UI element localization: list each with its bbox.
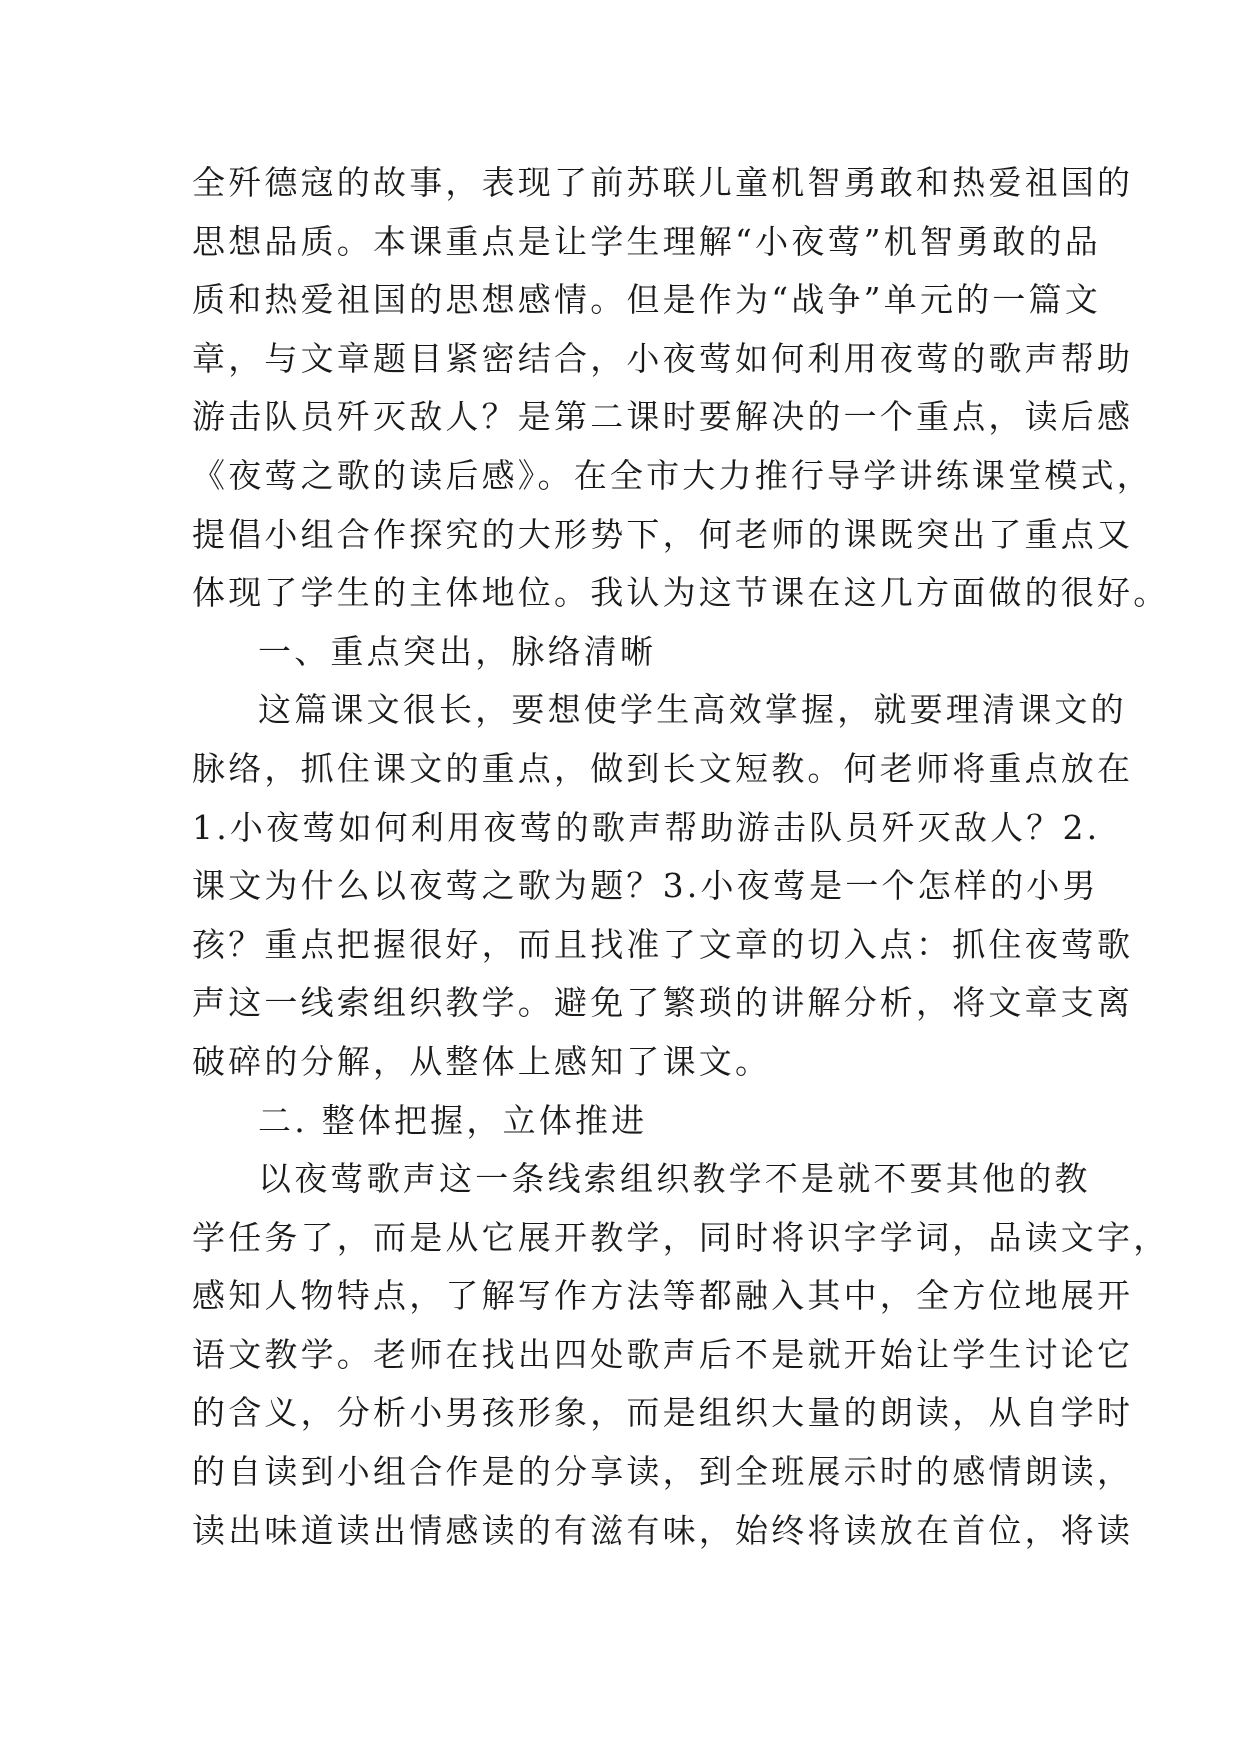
text-line: 游击队员歼灭敌人？是第二课时要解决的一个重点，读后感 [192,397,1134,437]
text-line: 孩？重点把握很好，而且找准了文章的切入点：抓住夜莺歌 [192,924,1134,964]
paragraph-start-line: 这篇课文很长，要想使学生高效掌握，就要理清课文的 [258,690,1127,730]
text-line: 的含义，分析小男孩形象，而是组织大量的朗读，从自学时 [192,1393,1134,1433]
text-line: 《夜莺之歌的读后感》。在全市大力推行导学讲练课堂模式， [192,455,1153,495]
text-line: 感知人物特点，了解写作方法等都融入其中，全方位地展开 [192,1276,1134,1316]
text-line: 体现了学生的主体地位。我认为这节课在这几方面做的很好。 [192,573,1170,613]
text-line: 读出味道读出情感读的有滋有味，始终将读放在首位，将读 [192,1510,1134,1550]
text-line: 全歼德寇的故事，表现了前苏联儿童机智勇敢和热爱祖国的 [192,163,1134,202]
text-line: 语文教学。老师在找出四处歌声后不是就开始让学生讨论它 [192,1334,1134,1374]
text-line: 1.小夜莺如何利用夜莺的歌声帮助游击队员歼灭敌人？2. [192,807,1101,847]
text-line: 学任务了，而是从它展开教学，同时将识字学词，品读文字， [192,1217,1170,1257]
text-line: 思想品质。本课重点是让学生理解“小夜莺”机智勇敢的品 [192,221,1101,261]
paragraph-start-line: 以夜莺歌声这一条线索组织教学不是就不要其他的教 [258,1159,1091,1199]
text-line: 提倡小组合作探究的大形势下，何老师的课既突出了重点又 [192,514,1134,554]
text-line: 质和热爱祖国的思想感情。但是作为“战争”单元的一篇文 [192,280,1101,320]
text-line: 章，与文章题目紧密结合，小夜莺如何利用夜莺的歌声帮助 [192,338,1134,378]
text-line: 破碎的分解，从整体上感知了课文。 [192,1041,772,1081]
document-body [192,154,1170,1560]
text-line: 课文为什么以夜莺之歌为题？3.小夜莺是一个怎样的小男 [192,866,1099,906]
section-heading-2: 二. 整体把握，立体推进 [258,1100,648,1140]
text-line: 的自读到小组合作是的分享读，到全班展示时的感情朗读， [192,1452,1134,1492]
text-line: 脉络，抓住课文的重点，做到长文短教。何老师将重点放在 [192,748,1134,788]
section-heading-1: 一、重点突出，脉络清晰 [258,631,657,671]
text-line: 声这一线索组织教学。避免了繁琐的讲解分析，将文章支离 [192,983,1134,1023]
